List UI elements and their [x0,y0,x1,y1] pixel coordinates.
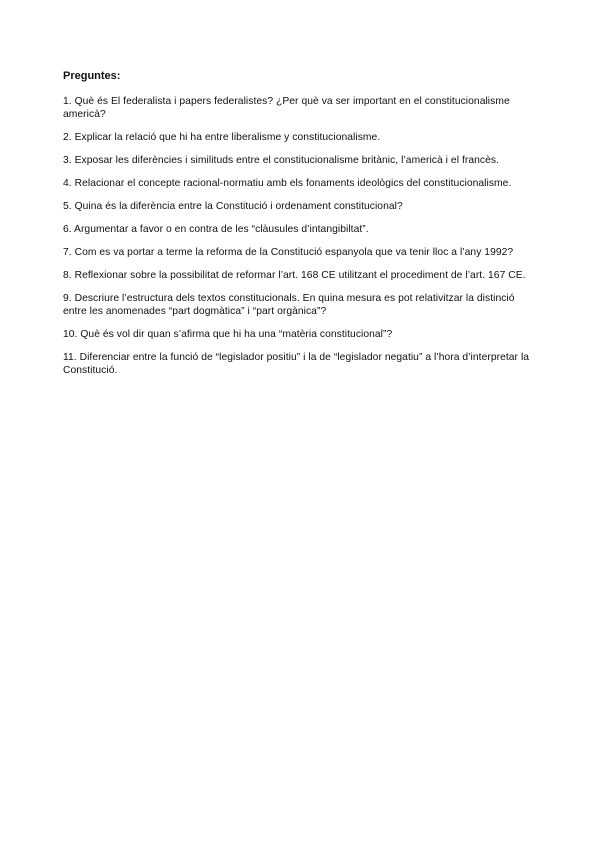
question-item: 1. Què és El federalista i papers federalistes? ¿Per què va ser important en el constitucionalisme americà? [63,96,510,120]
page-title: Preguntes: [63,70,121,82]
document-content [63,70,533,387]
question-item: 7. Com es va portar a terme la reforma de la Constitució espanyola que va tenir lloc a l’any 1992? [63,247,514,258]
question-item: 8. Reflexionar sobre la possibilitat de reformar l’art. 168 CE utilitzant el procediment de l’art. 167 CE. [63,270,526,281]
question-item: 2. Explicar la relació que hi ha entre liberalisme y constitucionalisme. [63,132,381,143]
question-item: 5. Quina és la diferència entre la Constitució i ordenament constitucional? [63,201,403,212]
question-item: 9. Descriure l’estructura dels textos constitucionals. En quina mesura es pot relativitzar la distinció entre les anomenades “part dogmàtica” i “part orgànica”? [63,293,515,317]
question-item: 3. Exposar les diferències i similituds entre el constitucionalisme britànic, l’americà i el francès. [63,155,499,166]
question-item: 11. Diferenciar entre la funció de “legislador positiu” i la de “legislador negatiu” a l’hora d’interpretar la Constitució. [63,352,530,376]
question-item: 6. Argumentar a favor o en contra de les “clàusules d’intangibiltat”. [63,224,369,235]
question-item: 4. Relacionar el concepte racional-normatiu amb els fonaments ideològics del constitucionalisme. [63,178,512,189]
question-item: 10. Què és vol dir quan s’afirma que hi ha una “matèria constitucional”? [63,329,393,340]
